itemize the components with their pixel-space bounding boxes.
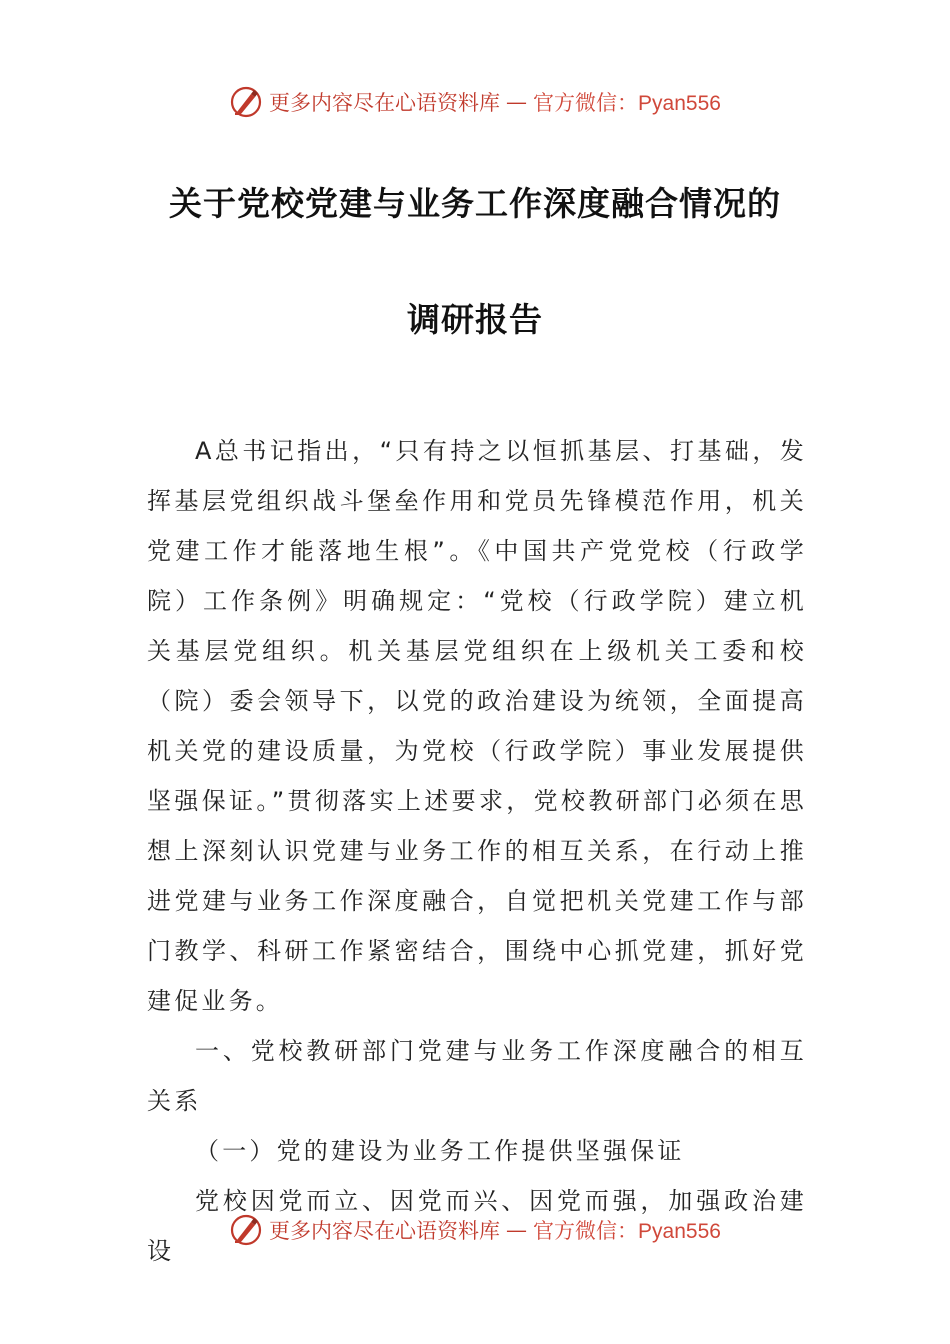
- pen-nib-logo-icon: [229, 1213, 263, 1247]
- header-watermark: [0, 82, 950, 122]
- document-title-line-2: 调研报告: [407, 300, 543, 339]
- section-heading-1: 一、党校教研部门党建与业务工作深度融合的相互关系: [147, 1037, 807, 1115]
- document-body: [147, 426, 807, 1276]
- paragraph-intro: A总书记指出，“只有持之以恒抓基层、打基础，发挥基层党组织战斗堡垒作用和党员先锋模范作用，机关党建工作才能落地生根”。《中国共产党党校（行政学院）工作条例》明确规定：“党校（行政学院）建立机关基层党组织。机关基层党组织在上级机关工委和校（院）委会领导下，以党的政治建设为统领，全面提高机关党的建设质量，为党校（行政学院）事业发展提供坚强保证。”贯彻落实上述要求，党校教研部门必须在思想上深刻认识党建与业务工作的相互关系，在行动上推进党建与业务工作深度融合，自觉把机关党建工作与部门教学、科研工作紧密结合，围绕中心抓党建，抓好党建促业务。: [147, 437, 807, 1015]
- watermark-separator: —: [506, 1218, 528, 1242]
- document-title-line-1: 关于党校党建与业务工作深度融合情况的: [169, 184, 781, 223]
- watermark-text: 更多内容尽在心语资料库: [269, 91, 501, 115]
- subsection-heading-1: （一）党的建设为业务工作提供坚强保证: [195, 1137, 685, 1165]
- watermark-separator: —: [506, 90, 528, 114]
- watermark-wechat: 官方微信：Pyan556: [533, 92, 721, 115]
- footer-watermark: [0, 1210, 950, 1250]
- pen-nib-logo-icon: [229, 85, 263, 119]
- paragraph-body: 党校因党而立、因党而兴、因党而强，加强政治建设: [147, 1187, 807, 1265]
- watermark-wechat: 官方微信：Pyan556: [533, 1220, 721, 1243]
- watermark-text: 更多内容尽在心语资料库: [269, 1219, 501, 1243]
